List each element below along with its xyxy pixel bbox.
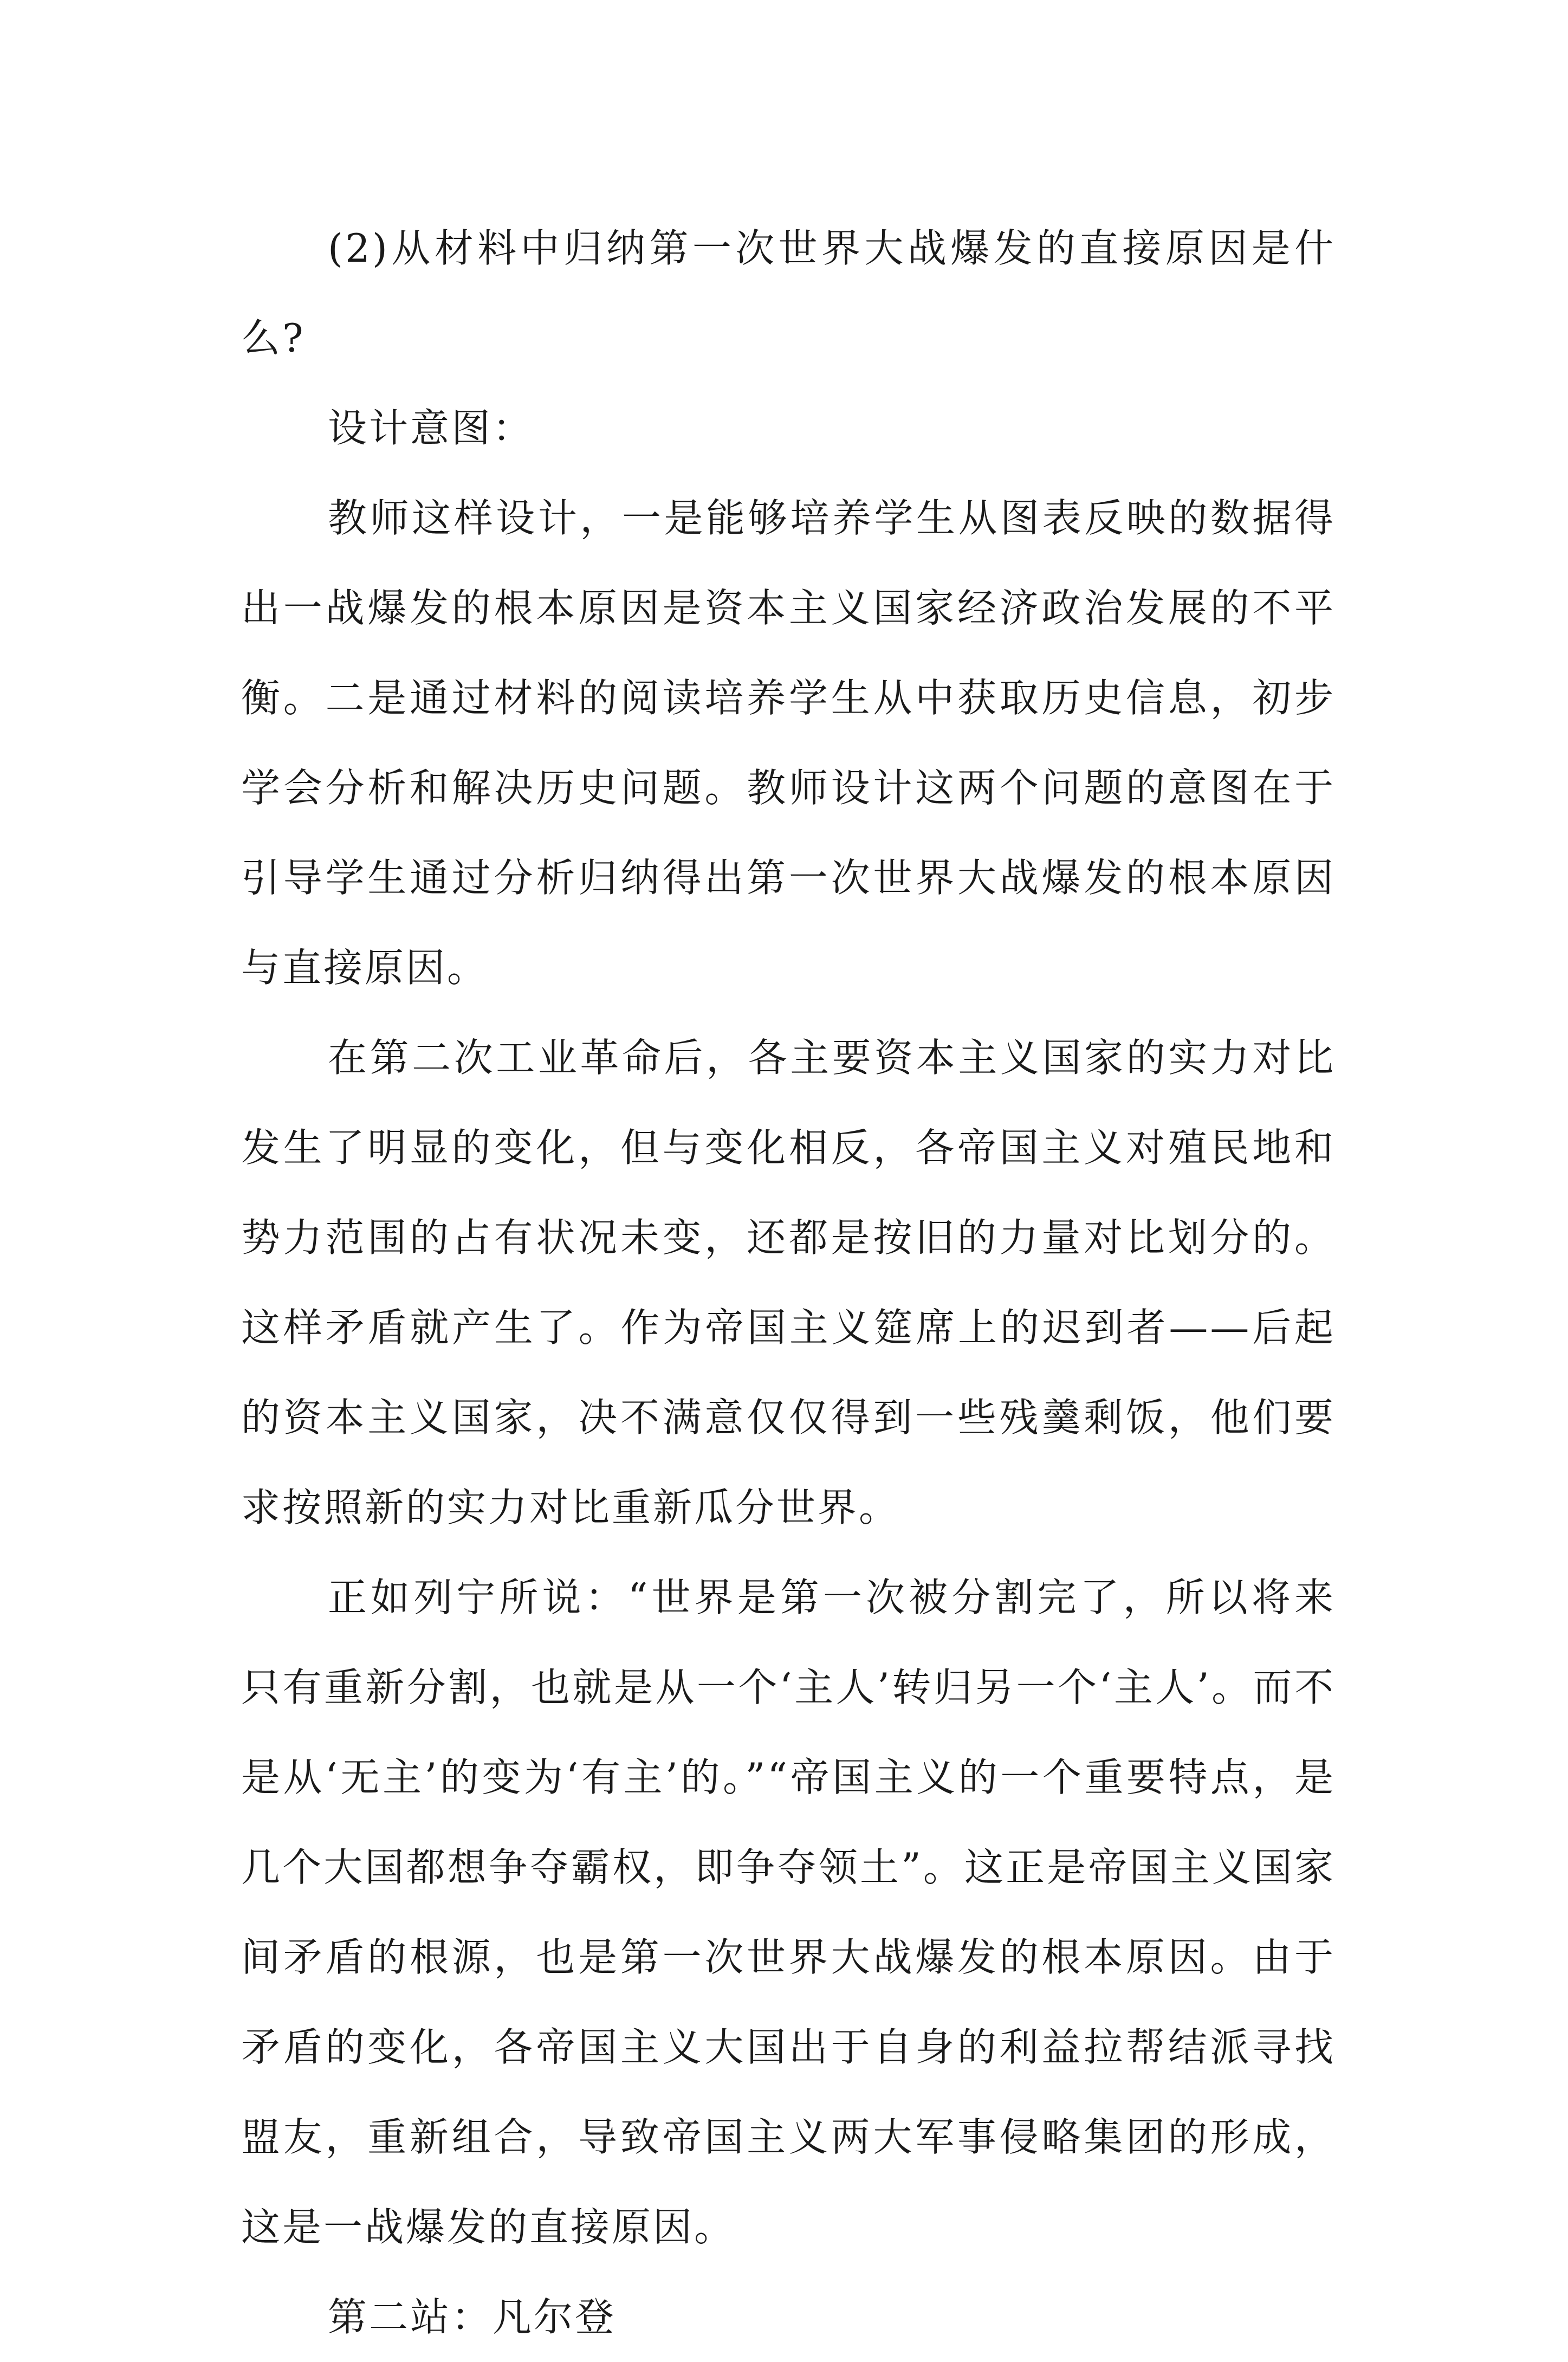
- design-intent-heading: 设计意图：: [328, 405, 534, 451]
- lenin-quote-paragraph: 正如列宁所说：“世界是第一次被分割完了，所以将来只有重新分割，也就是从一个‘主人’转归另一个‘主人’。而不是从‘无主’的变为‘有主’的。”“帝国主义的一个重要特点，是几个大国都想争夺霸权，即争夺领土”。这正是帝国主义国家间矛盾的根源，也是第一次世界大战爆发的根本原因。由于矛盾的变化，各帝国主义大国出于自身的利益拉帮结派寻找盟友，重新组合，导致帝国主义两大军事侵略集团的形成，这是一战爆发的直接原因。: [241, 1575, 1336, 2250]
- background-paragraph: 在第二次工业革命后，各主要资本主义国家的实力对比发生了明显的变化，但与变化相反，各帝国主义对殖民地和势力范围的占有状况未变，还都是按旧的力量对比划分的。这样矛盾就产生了。作为帝国主义筵席上的迟到者——后起的资本主义国家，决不满意仅仅得到一些残羹剩饭，他们要求按照新的实力对比重新瓜分世界。: [241, 1035, 1336, 1530]
- question-paragraph: (2)从材料中归纳第一次世界大战爆发的直接原因是什么?: [241, 225, 1336, 361]
- design-intent-paragraph: 教师这样设计，一是能够培养学生从图表反映的数据得出一战爆发的根本原因是资本主义国家经济政治发展的不平衡。二是通过材料的阅读培养学生从中获取历史信息，初步学会分析和解决历史问题。教师设计这两个问题的意图在于引导学生通过分析归纳得出第一次世界大战爆发的根本原因与直接原因。: [241, 495, 1336, 991]
- document-body: [241, 203, 1336, 2362]
- station-heading: 第二站：凡尔登: [328, 2294, 617, 2340]
